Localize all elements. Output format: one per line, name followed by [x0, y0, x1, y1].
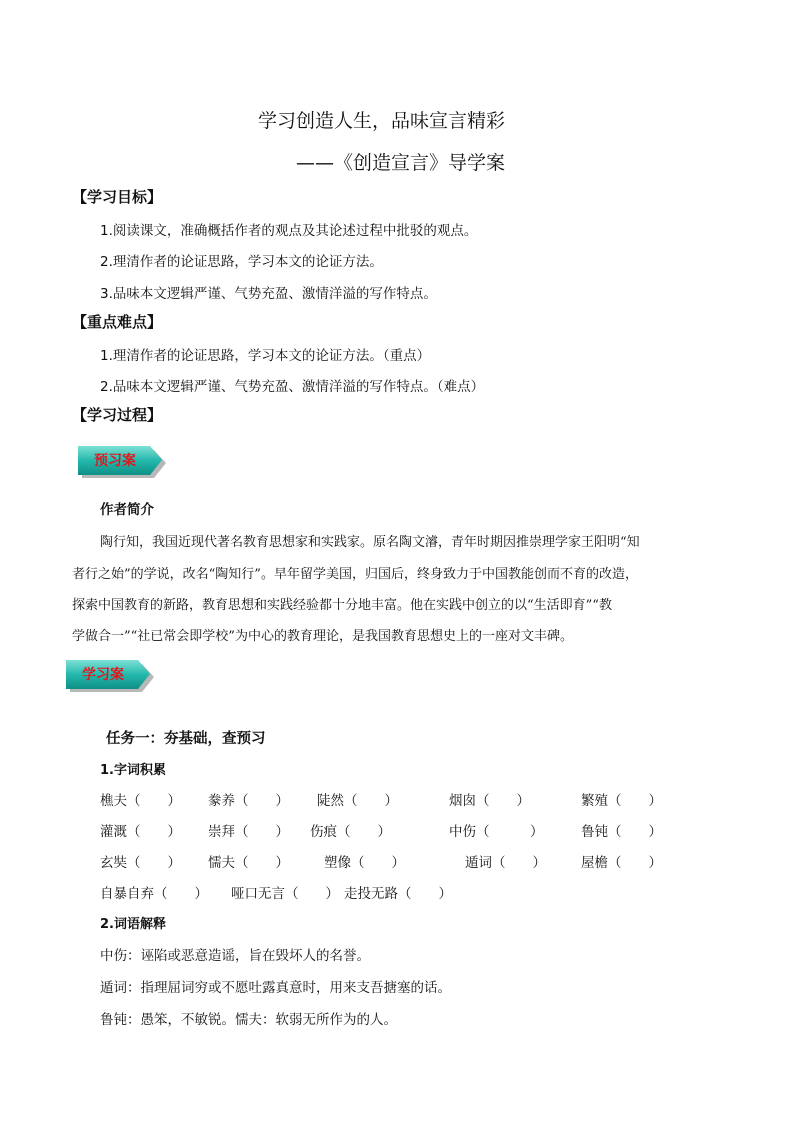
keypoints-heading: 【重点难点】	[72, 313, 163, 331]
vocab-cell: 屋檐（ ）	[581, 855, 662, 871]
vocab-cell: 繁殖（ ）	[581, 793, 662, 809]
vocab-cell: 豢养（ ）	[208, 793, 289, 809]
vocab-cell: 伤痕（ ）	[310, 824, 391, 840]
vocab-cell: 走投无路（ ）	[344, 886, 452, 902]
keypoint-item: 2.品味本文逻辑严谨、气势充盈、激情洋溢的写作特点。（难点）	[100, 379, 485, 395]
study-banner	[66, 660, 158, 694]
author-heading: 作者简介	[100, 502, 154, 518]
vocab-cell: 哑口无言（ ）	[231, 886, 339, 902]
author-paragraph-line: 者行之始”的学说，改名“陶知行”。早年留学美国，归国后，终身致力于中国教能创而不育的改造，	[72, 567, 638, 582]
vocab-cell: 陡然（ ）	[317, 793, 398, 809]
page-subtitle: ——《创造宣言》导学案	[296, 152, 506, 174]
author-paragraph-line: 探索中国教育的新路，教育思想和实践经验都十分地丰富。他在实践中创立的以“生活即育”“教	[72, 598, 612, 613]
vocab-cell: 懦夫（ ）	[208, 855, 289, 871]
explain-line: 鲁钝：愚笨，不敏锐。懦夫：软弱无所作为的人。	[100, 1012, 397, 1028]
author-paragraph-line: 陶行知，我国近现代著名教育思想家和实践家。原名陶文濬，青年时期因推崇理学家王阳明“知	[100, 535, 640, 550]
vocab-heading: 1.字词积累	[100, 763, 166, 778]
vocab-cell: 玄奘（ ）	[100, 855, 181, 871]
author-paragraph-line: 学做合一”“社已常会即学校”为中心的教育理论，是我国教育思想史上的一座对文丰碑。	[72, 629, 573, 644]
explain-line: 遁词：指理屈词穷或不愿吐露真意时，用来支吾搪塞的话。	[100, 980, 451, 996]
vocab-cell: 塑像（ ）	[324, 855, 405, 871]
preview-banner-label: 预习案	[94, 453, 136, 469]
keypoint-item: 1.理清作者的论证思路，学习本文的论证方法。（重点）	[100, 348, 431, 364]
objective-item: 2.理清作者的论证思路，学习本文的论证方法。	[100, 254, 383, 270]
task1-heading: 任务一：夯基础，查预习	[106, 731, 266, 747]
vocab-cell: 樵夫（ ）	[100, 793, 181, 809]
vocab-cell: 鲁钝（ ）	[581, 824, 662, 840]
process-heading: 【学习过程】	[72, 406, 163, 424]
explain-line: 中伤：诬陷或恶意造谣，旨在毁坏人的名誉。	[100, 948, 370, 964]
vocab-cell: 自暴自弃（ ）	[100, 886, 208, 902]
page-title: 学习创造人生，品味宣言精彩	[258, 110, 506, 132]
vocab-cell: 烟囱（ ）	[449, 793, 530, 809]
vocab-cell: 崇拜（ ）	[208, 824, 289, 840]
preview-banner	[78, 446, 170, 480]
objectives-heading: 【学习目标】	[72, 188, 163, 206]
explain-heading: 2.词语解释	[100, 917, 166, 932]
study-banner-label: 学习案	[82, 667, 124, 683]
vocab-cell: 灌溉（ ）	[100, 824, 181, 840]
objective-item: 1.阅读课文，准确概括作者的观点及其论述过程中批驳的观点。	[100, 223, 478, 239]
vocab-cell: 遁词（ ）	[465, 855, 546, 871]
vocab-cell: 中伤（ ）	[449, 824, 544, 840]
objective-item: 3.品味本文逻辑严谨、气势充盈、激情洋溢的写作特点。	[100, 286, 437, 302]
